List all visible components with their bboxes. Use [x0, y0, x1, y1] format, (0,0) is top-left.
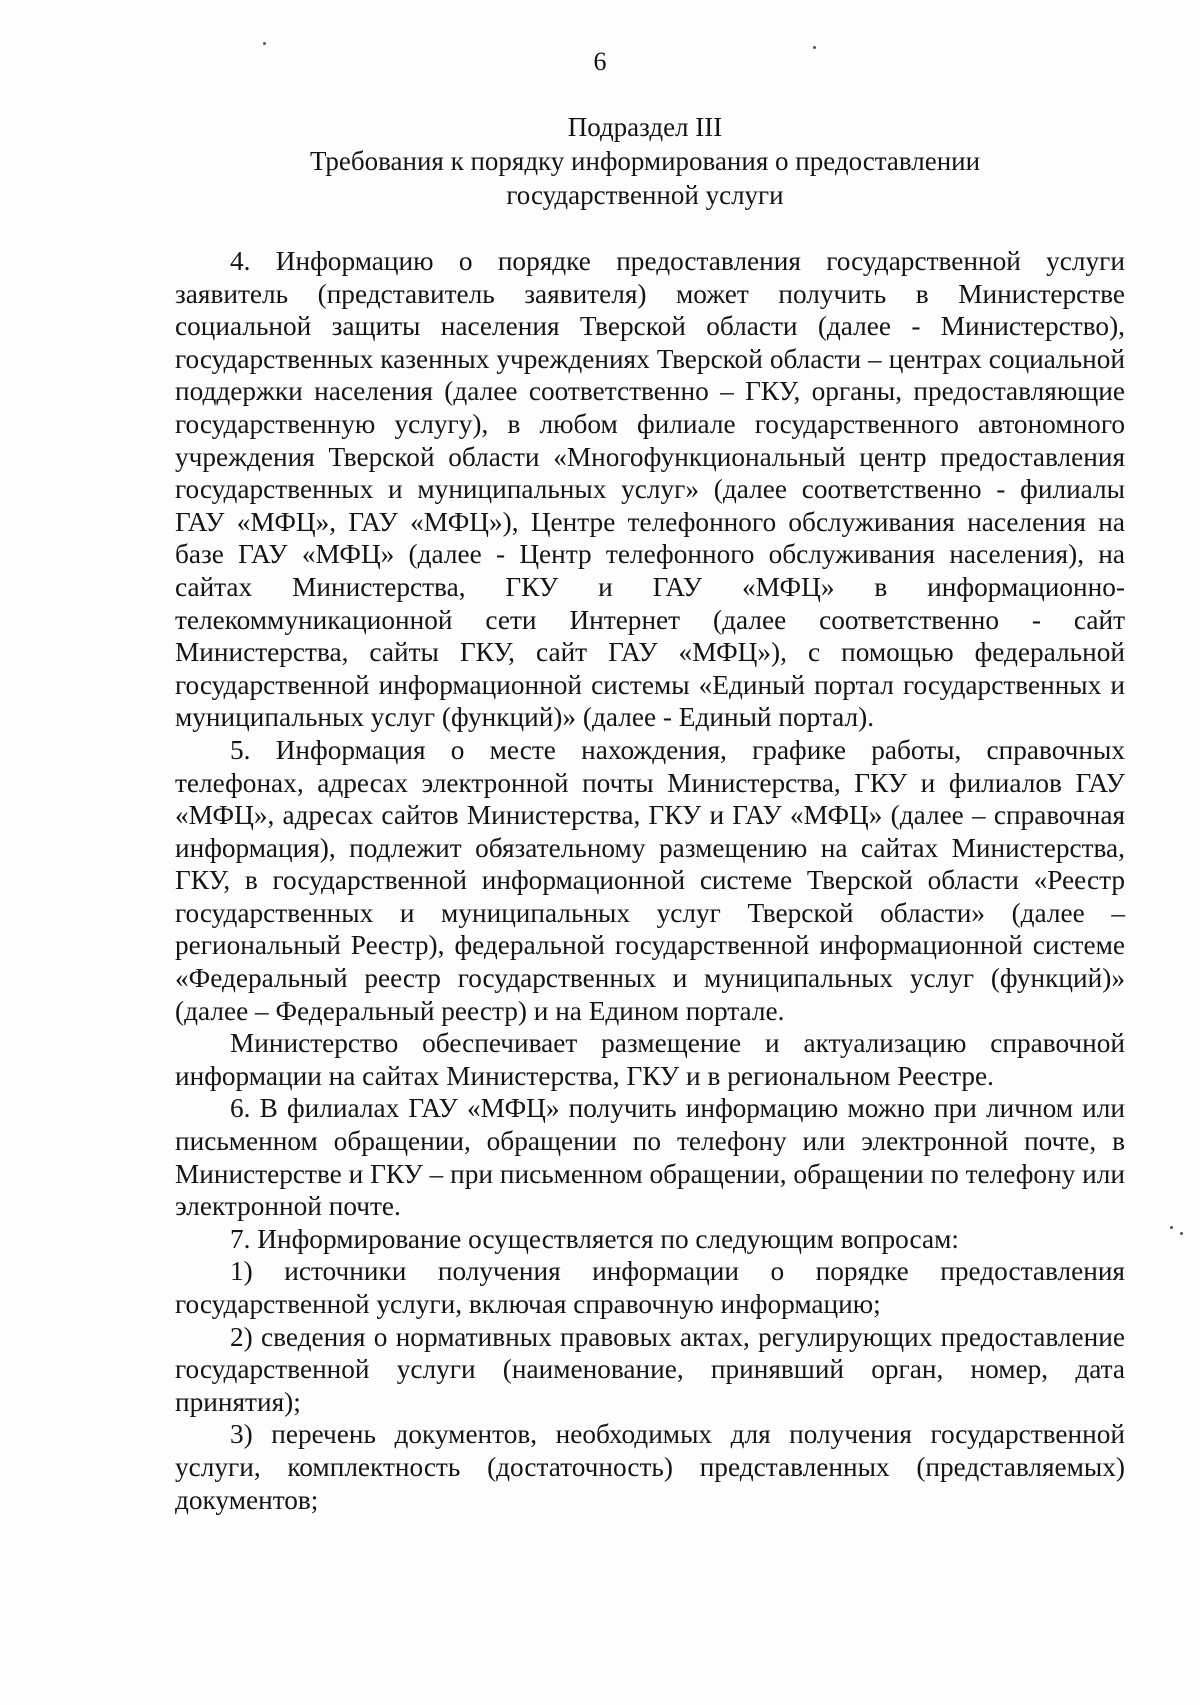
section-label: Подраздел III	[567, 112, 723, 142]
list-item-3: 3) перечень документов, необходимых для получения государственной услуги, комплектность (достаточность) представленных (представляемых) документов;	[175, 1419, 1125, 1515]
paragraph-item-5: 5. Информация о месте нахождения, графике работы, справочных телефонах, адресах электронной почты Министерства, ГКУ и филиалов ГАУ «МФЦ», адресах сайтов Министерства, ГКУ и ГАУ «МФЦ» (далее – справочная информация), подлежит обязательному размещению на сайтах Министерства, ГКУ, в государственной информационной системе Тверской области «Реестр государственных и муниципальных услуг Тверской области» (далее – региональный Реестр), федеральной государственной информационной системе «Федеральный реестр государственных и муниципальных услуг (функций)» (далее – Федеральный реестр) и на Едином портале.	[175, 734, 1125, 1026]
section-title-line-2: государственной услуги	[506, 180, 784, 210]
scan-speck	[1170, 1226, 1173, 1229]
page-number: 6	[593, 47, 607, 76]
list-item-2: 2) сведения о нормативных правовых актах, регулирующих предоставление государственной услуги (наименование, принявший орган, номер, дата принятия);	[175, 1321, 1125, 1417]
list-item-1: 1) источники получения информации о порядке предоставления государственной услуги, включая справочную информацию;	[175, 1256, 1125, 1319]
paragraph-item-6: 6. В филиалах ГАУ «МФЦ» получить информацию можно при личном или письменном обращении, обращении по телефону или электронной почте, в Министерстве и ГКУ – при письменном обращении, обращении по телефону или электронной почте.	[175, 1093, 1125, 1222]
paragraph-item-4: 4. Информацию о порядке предоставления государственной услуги заявитель (представитель заявителя) может получить в Министерстве социальной защиты населения Тверской области (далее - Министерство), государственных казенных учреждениях Тверской области – центрах социальной поддержки населения (далее соответственно – ГКУ, органы, предоставляющие государственную услугу), в любом филиале государственного автономного учреждения Тверской области «Многофункциональный центр предоставления государственных и муниципальных услуг» (далее соответственно - филиалы ГАУ «МФЦ», ГАУ «МФЦ»), Центре телефонного обслуживания населения на базе ГАУ «МФЦ» (далее - Центр телефонного обслуживания населения), на сайтах Министерства, ГКУ и ГАУ «МФЦ» в информационно-телекоммуникационной сети Интернет (далее соответственно - сайт Министерства, сайты ГКУ, сайт ГАУ «МФЦ»), с помощью федеральной государственной информационной системы «Единый портал государственных и муниципальных услуг (функций)» (далее - Единый портал).	[175, 246, 1125, 733]
paragraph-ministry-duty: Министерство обеспечивает размещение и актуализацию справочной информации на сайтах Министерства, ГКУ и в региональном Реестре.	[175, 1028, 1125, 1091]
section-title-line-1: Требования к порядку информирования о предоставлении	[309, 146, 981, 176]
paragraph-item-7: 7. Информирование осуществляется по следующим вопросам:	[230, 1223, 959, 1254]
scan-speck	[263, 42, 266, 45]
section-heading	[170, 110, 1120, 212]
scan-speck	[1180, 1232, 1183, 1235]
document-body	[175, 245, 1125, 1516]
scan-speck	[813, 46, 816, 49]
